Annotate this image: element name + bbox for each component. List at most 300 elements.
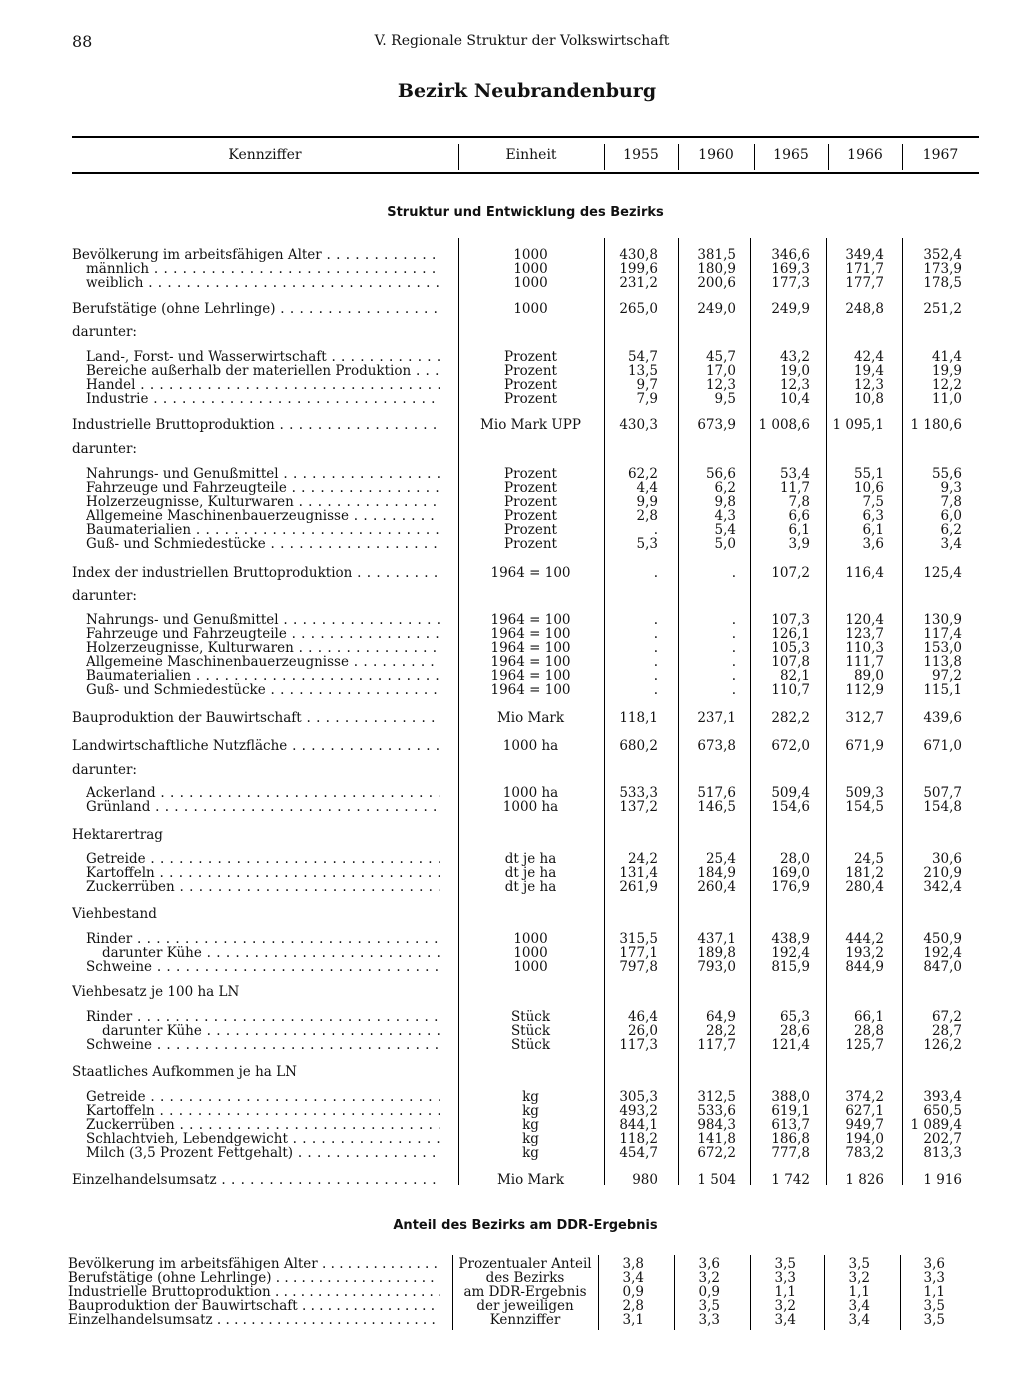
- row-value: 650,5: [923, 1103, 962, 1119]
- row-value: 45,7: [705, 349, 736, 365]
- row-value: 12,3: [705, 377, 736, 393]
- row-value: 107,2: [771, 565, 810, 581]
- row-unit: Prozent: [504, 480, 557, 496]
- row-unit: dt je ha: [504, 851, 557, 867]
- row-value: 113,8: [923, 654, 962, 670]
- row-value: 131,4: [619, 865, 658, 881]
- row-value: 177,1: [619, 945, 658, 961]
- column-rule: [604, 238, 605, 1185]
- row-value: 46,4: [627, 1009, 658, 1025]
- row-value: 949,7: [845, 1117, 884, 1133]
- row-label: darunter Kühe . . .: [102, 1024, 440, 1039]
- row-value: 231,2: [619, 275, 658, 291]
- table-row: [0, 1146, 1024, 1161]
- row-value: 6,3: [862, 508, 884, 524]
- row-value: 125,7: [845, 1037, 884, 1053]
- row-value: 533,6: [697, 1103, 736, 1119]
- column-header-year: 1955: [623, 147, 659, 163]
- row-value: .: [653, 682, 658, 698]
- row-label: Getreide . . .: [86, 852, 440, 867]
- row-value: 3,2: [774, 1298, 796, 1314]
- row-unit: Prozent: [504, 391, 557, 407]
- row-label: Nahrungs- und Genußmittel . . .: [86, 467, 440, 482]
- column-rule: [750, 238, 751, 1185]
- row-value: 282,2: [771, 710, 810, 726]
- row-label: Ackerland . . .: [86, 786, 440, 801]
- row-label: Schweine . . .: [86, 960, 440, 975]
- table-row: [0, 1038, 1024, 1053]
- row-value: 199,6: [619, 261, 658, 277]
- row-value: 7,5: [862, 494, 884, 510]
- row-unit: Stück: [510, 1023, 551, 1039]
- row-value: 3,6: [923, 1256, 945, 1272]
- row-value: 509,3: [845, 785, 884, 801]
- row-value: 12,2: [931, 377, 962, 393]
- row-value: 118,2: [619, 1131, 658, 1147]
- row-unit: Mio Mark: [496, 710, 565, 726]
- row-value: 24,2: [627, 851, 658, 867]
- row-value: 844,1: [619, 1117, 658, 1133]
- row-unit: 1964 = 100: [490, 565, 571, 581]
- row-value: 24,5: [853, 851, 884, 867]
- row-value: 26,0: [627, 1023, 658, 1039]
- row-value: 112,9: [845, 682, 884, 698]
- page-title: Bezirk Neubrandenburg: [397, 80, 657, 102]
- row-value: 797,8: [619, 959, 658, 975]
- row-value: 30,6: [931, 851, 962, 867]
- row-value: 110,3: [845, 640, 884, 656]
- row-value: .: [731, 626, 736, 642]
- row-value: 0,9: [622, 1284, 644, 1300]
- row-value: 9,8: [714, 494, 736, 510]
- table-row: [0, 442, 1024, 457]
- row-value: 2,8: [622, 1298, 644, 1314]
- row-value: 352,4: [923, 247, 962, 263]
- row-value: 251,2: [923, 301, 962, 317]
- row-value: 844,9: [845, 959, 884, 975]
- row-value: 1 089,4: [910, 1117, 962, 1133]
- row-value: .: [731, 565, 736, 581]
- row-label: Index der industriellen Bruttoproduktion . . .: [72, 566, 440, 581]
- row-unit: kg: [522, 1103, 539, 1119]
- row-value: 1 180,6: [910, 417, 962, 433]
- row-value: 9,3: [940, 480, 962, 496]
- row-value: 6,0: [940, 508, 962, 524]
- row-value: 671,9: [845, 738, 884, 754]
- row-value: 192,4: [923, 945, 962, 961]
- row-label: Berufstätige (ohne Lehrlinge) . . .: [68, 1271, 440, 1286]
- row-label: Einzelhandelsumsatz . . .: [72, 1173, 440, 1188]
- row-value: 115,1: [923, 682, 962, 698]
- table-row: [0, 1173, 1024, 1188]
- row-value: 1,1: [848, 1284, 870, 1300]
- row-unit: dt je ha: [504, 865, 557, 881]
- row-value: 6,2: [940, 522, 962, 538]
- row-label: Schlachtvieh, Lebendgewicht . . .: [86, 1132, 440, 1147]
- row-value: 177,3: [771, 275, 810, 291]
- row-value: 193,2: [845, 945, 884, 961]
- row-value: 19,0: [779, 363, 810, 379]
- row-label: Bauproduktion der Bauwirtschaft . . .: [72, 711, 440, 726]
- row-unit: Mio Mark UPP: [480, 417, 581, 433]
- column-rule: [826, 238, 827, 1185]
- row-value: 3,5: [698, 1298, 720, 1314]
- row-unit: 1964 = 100: [490, 668, 571, 684]
- table-row: [0, 960, 1024, 975]
- row-value: 117,7: [697, 1037, 736, 1053]
- row-unit: 1964 = 100: [490, 626, 571, 642]
- row-value: 153,0: [923, 640, 962, 656]
- column-rule: [598, 1255, 599, 1330]
- row-value: 17,0: [705, 363, 736, 379]
- row-value: 123,7: [845, 626, 884, 642]
- row-value: 9,9: [636, 494, 658, 510]
- table-row: [0, 276, 1024, 291]
- row-value: 980: [632, 1172, 658, 1188]
- table-row: [0, 325, 1024, 340]
- row-value: 437,1: [697, 931, 736, 947]
- row-value: 194,0: [845, 1131, 884, 1147]
- column-header-kennziffer: Kennziffer: [228, 147, 302, 163]
- row-value: 200,6: [697, 275, 736, 291]
- row-value: 381,5: [697, 247, 736, 263]
- row-value: .: [653, 668, 658, 684]
- row-unit: 1000: [513, 945, 548, 961]
- column-rule: [750, 1255, 751, 1330]
- row-value: .: [731, 654, 736, 670]
- table-row: [0, 1065, 1024, 1080]
- row-label: Schweine . . .: [86, 1038, 440, 1053]
- row-label: Berufstätige (ohne Lehrlinge) . . .: [72, 302, 440, 317]
- row-label: Allgemeine Maschinenbauerzeugnisse . . .: [86, 655, 440, 670]
- row-unit: Stück: [510, 1037, 551, 1053]
- row-value: 5,0: [714, 536, 736, 552]
- row-unit: Prozent: [504, 363, 557, 379]
- row-value: 1,1: [923, 1284, 945, 1300]
- row-unit: 1000: [513, 261, 548, 277]
- row-value: 111,7: [845, 654, 884, 670]
- row-value: 210,9: [923, 865, 962, 881]
- row-unit: Stück: [510, 1009, 551, 1025]
- row-value: 374,2: [845, 1089, 884, 1105]
- row-label: Kartoffeln . . .: [86, 1104, 440, 1119]
- row-value: 118,1: [619, 710, 658, 726]
- table-row: [0, 1313, 1024, 1328]
- row-label: Land-, Forst- und Wasserwirtschaft . . .: [86, 350, 440, 365]
- row-value: 4,3: [714, 508, 736, 524]
- row-value: 126,1: [771, 626, 810, 642]
- row-value: 346,6: [771, 247, 810, 263]
- row-value: 450,9: [923, 931, 962, 947]
- row-unit: 1000: [513, 931, 548, 947]
- row-value: 430,8: [619, 247, 658, 263]
- row-label: darunter:: [72, 325, 137, 340]
- row-unit: kg: [522, 1089, 539, 1105]
- row-value: 613,7: [771, 1117, 810, 1133]
- row-value: 178,5: [923, 275, 962, 291]
- row-value: .: [653, 626, 658, 642]
- row-unit: 1000: [513, 247, 548, 263]
- row-value: 146,5: [697, 799, 736, 815]
- row-value: 2,8: [636, 508, 658, 524]
- row-value: .: [653, 640, 658, 656]
- row-value: 176,9: [771, 879, 810, 895]
- row-value: 3,5: [774, 1256, 796, 1272]
- table-row: [0, 711, 1024, 726]
- row-value: 260,4: [697, 879, 736, 895]
- row-value: 121,4: [771, 1037, 810, 1053]
- row-label: Einzelhandelsumsatz . . .: [68, 1313, 440, 1328]
- row-value: 137,2: [619, 799, 658, 815]
- row-value: 7,8: [788, 494, 810, 510]
- row-value: 7,9: [636, 391, 658, 407]
- row-unit: 1000 ha: [502, 738, 559, 754]
- row-value: .: [731, 668, 736, 684]
- row-value: .: [653, 565, 658, 581]
- row-value: 25,4: [705, 851, 736, 867]
- row-value: 671,0: [923, 738, 962, 754]
- row-label: Bauproduktion der Bauwirtschaft . . .: [68, 1299, 440, 1314]
- row-value: 265,0: [619, 301, 658, 317]
- row-value: 28,8: [853, 1023, 884, 1039]
- row-value: 3,1: [622, 1312, 644, 1328]
- row-value: 815,9: [771, 959, 810, 975]
- row-value: 53,4: [779, 466, 810, 482]
- row-label: Handel . . .: [86, 378, 440, 393]
- row-label: Baumaterialien . . .: [86, 523, 440, 538]
- row-value: 105,3: [771, 640, 810, 656]
- row-value: 3,3: [698, 1312, 720, 1328]
- column-rule: [674, 1255, 675, 1330]
- row-value: 342,4: [923, 879, 962, 895]
- row-value: 248,8: [845, 301, 884, 317]
- row-value: 9,7: [636, 377, 658, 393]
- row-value: 5,3: [636, 536, 658, 552]
- row-value: 3,4: [622, 1270, 644, 1286]
- row-value: 6,2: [714, 480, 736, 496]
- row-unit: 1964 = 100: [490, 612, 571, 628]
- row-value: 813,3: [923, 1145, 962, 1161]
- row-value: 28,0: [779, 851, 810, 867]
- row-unit: Prozent: [504, 466, 557, 482]
- row-label: Staatliches Aufkommen je ha LN: [72, 1065, 297, 1080]
- table-row: [0, 828, 1024, 843]
- table-row: [0, 907, 1024, 922]
- row-value: 89,0: [853, 668, 884, 684]
- table-row: [0, 566, 1024, 581]
- row-unit: 1964 = 100: [490, 640, 571, 656]
- row-value: 10,8: [853, 391, 884, 407]
- table-header: [72, 136, 979, 174]
- row-value: 130,9: [923, 612, 962, 628]
- row-value: .: [653, 612, 658, 628]
- row-value: 6,1: [788, 522, 810, 538]
- row-value: 0,9: [698, 1284, 720, 1300]
- row-label: Industrie . . .: [86, 392, 440, 407]
- row-label: Industrielle Bruttoproduktion . . .: [68, 1285, 440, 1300]
- table-row: [0, 880, 1024, 895]
- row-value: 672,0: [771, 738, 810, 754]
- row-label: Bevölkerung im arbeitsfähigen Alter . . .: [72, 248, 440, 263]
- row-value: 125,4: [923, 565, 962, 581]
- row-value: 777,8: [771, 1145, 810, 1161]
- row-value: 1 008,6: [758, 417, 810, 433]
- table-row: [0, 392, 1024, 407]
- row-value: 3,8: [622, 1256, 644, 1272]
- row-value: 184,9: [697, 865, 736, 881]
- row-value: 11,7: [779, 480, 810, 496]
- row-label: Rinder . . .: [86, 932, 440, 947]
- row-value: 249,0: [697, 301, 736, 317]
- row-value: 249,9: [771, 301, 810, 317]
- row-unit: des Bezirks: [485, 1270, 565, 1286]
- row-value: 315,5: [619, 931, 658, 947]
- row-value: 141,8: [697, 1131, 736, 1147]
- row-value: 349,4: [845, 247, 884, 263]
- row-label: Guß- und Schmiedestücke . . .: [86, 537, 440, 552]
- table-row: [0, 800, 1024, 815]
- row-value: 117,4: [923, 626, 962, 642]
- column-rule: [900, 1255, 901, 1330]
- row-value: 438,9: [771, 931, 810, 947]
- column-rule: [678, 238, 679, 1185]
- column-header-year: 1967: [922, 147, 959, 163]
- row-value: 6,1: [862, 522, 884, 538]
- row-unit: Kennziffer: [489, 1312, 561, 1328]
- table-row: [0, 418, 1024, 433]
- row-value: 312,5: [697, 1089, 736, 1105]
- row-unit: dt je ha: [504, 879, 557, 895]
- row-value: 984,3: [697, 1117, 736, 1133]
- row-label: darunter:: [72, 763, 137, 778]
- row-label: Allgemeine Maschinenbauerzeugnisse . . .: [86, 509, 440, 524]
- row-label: Baumaterialien . . .: [86, 669, 440, 684]
- row-value: 65,3: [779, 1009, 810, 1025]
- row-label: Viehbestand: [72, 907, 157, 922]
- row-value: 3,4: [774, 1312, 796, 1328]
- column-header-year: 1960: [698, 147, 734, 163]
- row-value: 180,9: [697, 261, 736, 277]
- row-label: Rinder . . .: [86, 1010, 440, 1025]
- row-value: 1 742: [771, 1172, 810, 1188]
- row-value: 673,9: [697, 417, 736, 433]
- column-rule: [452, 1255, 453, 1330]
- row-unit: Prozent: [504, 494, 557, 510]
- row-value: 171,7: [845, 261, 884, 277]
- row-value: 388,0: [771, 1089, 810, 1105]
- row-label: Fahrzeuge und Fahrzeugteile . . .: [86, 627, 440, 642]
- row-value: 117,3: [619, 1037, 658, 1053]
- row-unit: Mio Mark: [496, 1172, 565, 1188]
- column-rule: [458, 238, 459, 1185]
- row-value: 1 916: [923, 1172, 962, 1188]
- row-value: 173,9: [923, 261, 962, 277]
- row-label: darunter:: [72, 589, 137, 604]
- row-value: 10,6: [853, 480, 884, 496]
- section-title-struktur: Struktur und Entwicklung des Bezirks: [387, 205, 664, 220]
- row-label: männlich . . .: [86, 262, 440, 277]
- row-unit: Prozent: [504, 508, 557, 524]
- row-unit: 1000 ha: [502, 785, 559, 801]
- row-value: 66,1: [853, 1009, 884, 1025]
- row-unit: 1000: [513, 959, 548, 975]
- row-label: Milch (3,5 Prozent Fettgehalt) . . .: [86, 1146, 440, 1161]
- row-value: 19,9: [931, 363, 962, 379]
- column-header-year: 1966: [847, 147, 883, 163]
- row-label: Bevölkerung im arbeitsfähigen Alter . . .: [68, 1257, 440, 1272]
- row-value: 393,4: [923, 1089, 962, 1105]
- row-unit: kg: [522, 1145, 539, 1161]
- row-value: 110,7: [771, 682, 810, 698]
- row-label: Grünland . . .: [86, 800, 440, 815]
- row-value: 7,8: [940, 494, 962, 510]
- row-value: 62,2: [627, 466, 658, 482]
- row-value: 154,8: [923, 799, 962, 815]
- row-value: 6,6: [788, 508, 810, 524]
- row-label: Getreide . . .: [86, 1090, 440, 1105]
- running-head: V. Regionale Struktur der Volkswirtschaft: [374, 33, 670, 49]
- row-value: 177,7: [845, 275, 884, 291]
- row-value: 673,8: [697, 738, 736, 754]
- row-value: 55,6: [931, 466, 962, 482]
- column-rule: [824, 1255, 825, 1330]
- row-value: 627,1: [845, 1103, 884, 1119]
- row-value: 12,3: [853, 377, 884, 393]
- row-value: 9,5: [714, 391, 736, 407]
- row-unit: 1000: [513, 301, 548, 317]
- row-value: 619,1: [771, 1103, 810, 1119]
- column-rule: [902, 238, 903, 1185]
- row-value: 126,2: [923, 1037, 962, 1053]
- row-value: 312,7: [845, 710, 884, 726]
- row-unit: am DDR-Ergebnis: [463, 1284, 587, 1300]
- row-unit: 1000 ha: [502, 799, 559, 815]
- row-unit: Prozent: [504, 349, 557, 365]
- row-label: Holzerzeugnisse, Kulturwaren . . .: [86, 495, 440, 510]
- row-value: 783,2: [845, 1145, 884, 1161]
- row-label: Zuckerrüben . . .: [86, 1118, 440, 1133]
- row-value: 54,7: [627, 349, 658, 365]
- row-value: .: [731, 640, 736, 656]
- row-value: 533,3: [619, 785, 658, 801]
- row-value: 56,6: [705, 466, 736, 482]
- row-value: 19,4: [853, 363, 884, 379]
- row-value: 507,7: [923, 785, 962, 801]
- row-value: 1 826: [845, 1172, 884, 1188]
- row-value: 4,4: [636, 480, 658, 496]
- row-value: 107,3: [771, 612, 810, 628]
- row-value: 116,4: [845, 565, 884, 581]
- row-unit: kg: [522, 1117, 539, 1133]
- row-value: 3,9: [788, 536, 810, 552]
- row-value: 3,2: [848, 1270, 870, 1286]
- row-value: 154,5: [845, 799, 884, 815]
- row-label: Fahrzeuge und Fahrzeugteile . . .: [86, 481, 440, 496]
- table-row: [0, 763, 1024, 778]
- row-value: 444,2: [845, 931, 884, 947]
- row-label: Bereiche außerhalb der materiellen Produktion . . .: [86, 364, 440, 379]
- row-value: 305,3: [619, 1089, 658, 1105]
- row-value: 82,1: [779, 668, 810, 684]
- row-label: Holzerzeugnisse, Kulturwaren . . .: [86, 641, 440, 656]
- row-value: 13,5: [627, 363, 658, 379]
- row-value: 3,6: [862, 536, 884, 552]
- row-value: .: [731, 612, 736, 628]
- row-value: 1 504: [697, 1172, 736, 1188]
- row-value: 1,1: [774, 1284, 796, 1300]
- row-value: 169,3: [771, 261, 810, 277]
- table-row: [0, 985, 1024, 1000]
